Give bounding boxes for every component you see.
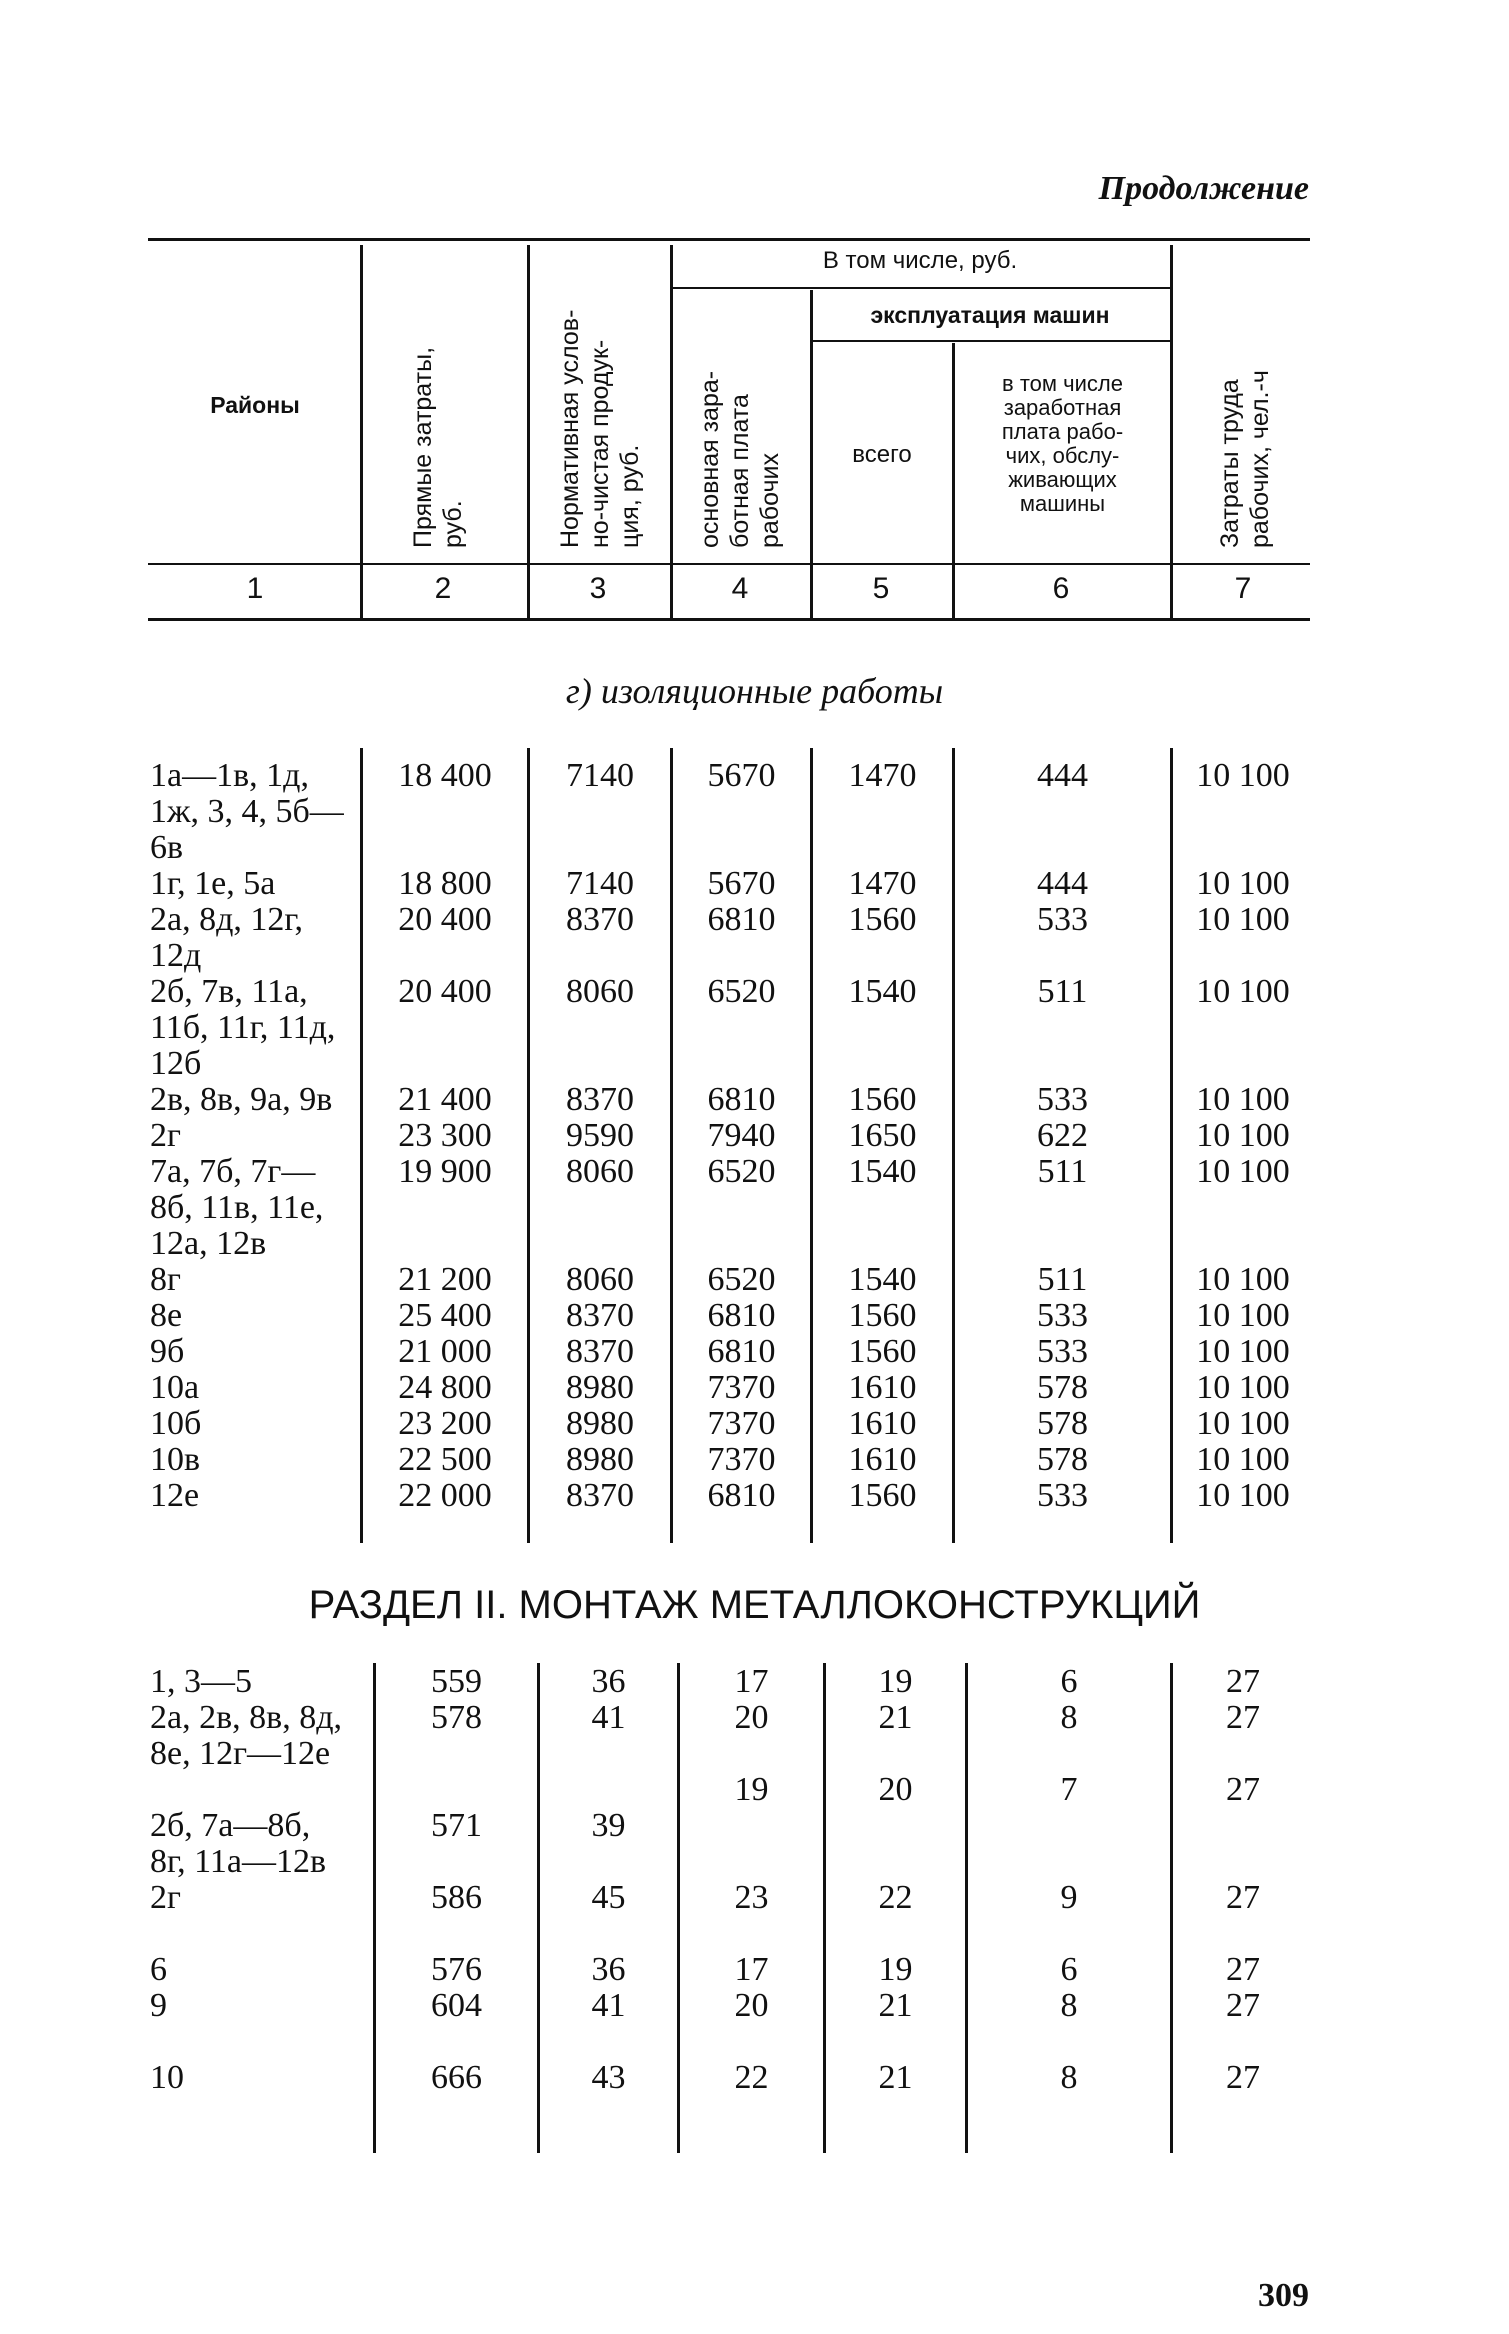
row-label [150,974,360,1082]
cell-machine-wage: 8 [1060,1987,1078,2024]
cell-base-wage: 6810 [707,1477,776,1514]
cell-net-product: 8980 [566,1405,634,1442]
colnum-5: 5 [872,572,890,605]
value-row [0,1700,1509,1736]
cell-labor: 27 [1226,1987,1260,2024]
cell-net-product: 41 [591,1987,626,2024]
cell-direct-costs: 576 [431,1951,482,1988]
row-label: 2а, 2в, 8в, 8д, [150,1699,342,1736]
row-label: 1, 3—5 [150,1663,252,1700]
cell-machines-total: 1540 [848,973,917,1010]
cell-machines-total: 21 [878,1987,913,2024]
cell-machine-wage: 622 [1037,1117,1088,1154]
cell-machines-total: 1540 [848,1153,917,1190]
cell-net-product: 36 [591,1663,626,1700]
colnum-3: 3 [589,572,607,605]
row-label [150,1118,360,1154]
colnum-2: 2 [434,572,452,605]
row-label [150,1370,360,1406]
cell-direct-costs: 578 [431,1699,482,1736]
cell-direct-costs: 571 [431,1807,482,1844]
row-label: 8е, 12г—12е [150,1735,331,1772]
row-label-line: 6в [150,829,184,866]
col1-header: Районы [210,392,300,418]
cell-direct-costs: 604 [431,1987,482,2024]
cell-base-wage: 6520 [707,973,776,1010]
cell-net-product: 8980 [566,1369,634,1406]
table-row [0,757,1509,866]
cell-direct-costs: 559 [431,1663,482,1700]
row-label: 9 [150,1987,167,2024]
row-label [150,1262,360,1298]
row-label: 8г, 11а—12в [150,1843,326,1880]
cell-labor: 10 100 [1196,1153,1290,1190]
cell-base-wage: 7370 [707,1405,776,1442]
cell-machine-wage: 511 [1037,973,1088,1010]
table-row [0,1406,1509,1442]
cell-net-product: 8370 [566,901,634,938]
row-label [150,1478,360,1514]
cell-direct-costs: 23 300 [398,1117,492,1154]
cell-labor: 27 [1226,1699,1260,1736]
col6-header-line2: заработная [1003,395,1122,420]
cell-machines-total: 1650 [848,1117,917,1154]
value-row [0,2060,1509,2096]
row-label [150,866,360,902]
cell-net-product: 43 [591,2059,626,2096]
cell-net-product: 36 [591,1951,626,1988]
cell-direct-costs: 20 400 [398,901,492,938]
cell-direct-costs: 22 500 [398,1441,492,1478]
cell-labor: 10 100 [1196,1261,1290,1298]
table-row [0,1298,1509,1334]
colnum-6: 6 [1052,572,1070,605]
col6-header-line6: машины [1019,491,1106,516]
section-2-title: РАЗДЕЛ II. МОНТАЖ МЕТАЛЛОКОНСТРУКЦИЙ [308,1583,1201,1627]
cell-net-product: 7140 [566,865,634,902]
row-label-line: 1ж, 3, 4, 5б— [150,793,344,830]
cell-base-wage: 17 [734,1663,769,1700]
cell-labor: 10 100 [1196,1441,1290,1478]
row-label [150,1442,360,1478]
header-bottom-rule [148,563,1310,565]
cell-labor: 10 100 [1196,1477,1290,1514]
colnum-7: 7 [1234,572,1252,605]
cell-labor: 27 [1226,1663,1260,1700]
cell-direct-costs: 18 800 [398,865,492,902]
cell-labor: 10 100 [1196,865,1290,902]
cell-labor: 27 [1226,1771,1260,1808]
cell-base-wage: 22 [734,2059,769,2096]
cell-net-product: 9590 [566,1117,634,1154]
cell-machine-wage: 578 [1037,1369,1088,1406]
row-label-line: 9б [150,1333,185,1370]
cell-base-wage: 6810 [707,1333,776,1370]
cell-machines-total: 1560 [848,901,917,938]
cell-direct-costs: 21 000 [398,1333,492,1370]
col3-header-line1: Нормативная услов- [556,309,584,548]
cell-direct-costs: 18 400 [398,757,492,794]
cell-base-wage: 5670 [707,757,776,794]
cell-direct-costs: 21 200 [398,1261,492,1298]
cell-net-product: 8060 [566,1261,634,1298]
cell-labor: 10 100 [1196,1369,1290,1406]
cell-direct-costs: 25 400 [398,1297,492,1334]
cell-net-product: 39 [591,1807,626,1844]
value-row [0,1988,1509,2024]
cell-base-wage: 7370 [707,1441,776,1478]
row-label-line: 8е [150,1297,183,1334]
section-g-title: г) изоляционные работы [565,671,944,711]
cell-direct-costs: 19 900 [398,1153,492,1190]
col7-header-line2: рабочих, чел.-ч [1246,370,1274,548]
cell-machines-total: 21 [878,2059,913,2096]
cell-machine-wage: 9 [1060,1879,1078,1916]
cell-labor: 10 100 [1196,757,1290,794]
cell-machine-wage: 6 [1060,1951,1078,1988]
cell-net-product: 8370 [566,1333,634,1370]
cell-base-wage: 19 [734,1771,769,1808]
cell-machines-total: 1470 [848,757,917,794]
cell-labor: 10 100 [1196,1297,1290,1334]
col6-header-line4: чих, обслу- [1005,443,1120,468]
cell-machine-wage: 6 [1060,1663,1078,1700]
table-row [0,1736,1509,1772]
cell-net-product: 8370 [566,1297,634,1334]
row-label [150,1154,360,1262]
cell-machines-total: 1560 [848,1333,917,1370]
cell-direct-costs: 20 400 [398,973,492,1010]
cell-machine-wage: 533 [1037,1081,1088,1118]
cell-direct-costs: 23 200 [398,1405,492,1442]
cell-machines-total: 1560 [848,1477,917,1514]
cell-machine-wage: 7 [1060,1771,1078,1808]
value-row [0,1808,1509,1844]
cell-net-product: 8060 [566,1153,634,1190]
col7-header-line1: Затраты труда [1216,379,1244,548]
subgroup-header: эксплуатация машин [870,302,1110,328]
table-row [0,973,1509,1082]
cell-machine-wage: 511 [1037,1261,1088,1298]
cell-machines-total: 19 [878,1951,913,1988]
cell-machines-total: 20 [878,1771,913,1808]
table-row [0,1478,1509,1514]
cell-direct-costs: 586 [431,1879,482,1916]
cell-direct-costs: 24 800 [398,1369,492,1406]
header-vline-3 [670,245,673,620]
subgroup-rule [810,340,1170,342]
row-label-line: 12б [150,1045,202,1082]
row-label [150,1298,360,1334]
col2-header-line2: руб. [439,500,467,548]
row-label: 2г [150,1879,181,1916]
row-label-line: 2а, 8д, 12г, [150,901,303,938]
cell-machine-wage: 444 [1037,757,1088,794]
cell-labor: 27 [1226,1879,1260,1916]
value-row [0,1952,1509,1988]
cell-labor: 27 [1226,1951,1260,1988]
row-label-line: 7а, 7б, 7г— [150,1153,316,1190]
row-label-line: 1а—1в, 1д, [150,757,309,794]
page-number: 309 [1258,2277,1309,2314]
table-row [0,901,1509,974]
cell-machine-wage: 8 [1060,2059,1078,2096]
cell-base-wage: 23 [734,1879,769,1916]
cell-machines-total: 1560 [848,1297,917,1334]
table-row [0,1442,1509,1478]
cell-machines-total: 1560 [848,1081,917,1118]
col2-header [408,347,468,548]
row-label-line: 8б, 11в, 11е, [150,1189,324,1226]
cell-net-product: 8370 [566,1477,634,1514]
col3-header-line3: ция, руб. [616,444,644,548]
row-label-line: 12е [150,1477,200,1514]
row-label [150,1082,360,1118]
cell-base-wage: 6810 [707,1297,776,1334]
row-label [150,1334,360,1370]
row-label-line: 1г, 1е, 5а [150,865,276,902]
group-header: В том числе, руб. [822,247,1018,274]
col6-header-line1: в том числе [1002,371,1123,396]
cell-direct-costs: 21 400 [398,1081,492,1118]
table-row [0,1334,1509,1370]
row-label-line: 12а, 12в [150,1225,267,1262]
cell-base-wage: 17 [734,1951,769,1988]
colnum-bottom-rule [148,618,1310,621]
cell-base-wage: 6520 [707,1153,776,1190]
colnum-4: 4 [731,572,749,605]
table-row [0,1370,1509,1406]
cell-machine-wage: 444 [1037,865,1088,902]
row-label [150,1406,360,1442]
group-rule [670,287,1170,289]
table-row [0,1153,1509,1262]
value-row [0,1880,1509,1916]
cell-machines-total: 1610 [848,1405,917,1442]
cell-machine-wage: 533 [1037,901,1088,938]
header-top-rule [148,238,1310,241]
col7-header [1215,370,1275,548]
cell-direct-costs: 22 000 [398,1477,492,1514]
col3-header [555,310,645,548]
cell-labor: 10 100 [1196,973,1290,1010]
cell-labor: 10 100 [1196,1405,1290,1442]
cell-machines-total: 1540 [848,1261,917,1298]
table-row [0,1262,1509,1298]
cell-machines-total: 1610 [848,1369,917,1406]
row-label [150,902,360,974]
colnum-1: 1 [246,572,264,605]
cell-net-product: 41 [591,1699,626,1736]
cell-machines-total: 21 [878,1699,913,1736]
value-row [0,1664,1509,1700]
row-label: 2б, 7а—8б, [150,1807,311,1844]
row-label-line: 2в, 8в, 9а, 9в [150,1081,333,1118]
col4-header-line2: ботная плата [726,394,754,548]
cell-net-product: 7140 [566,757,634,794]
col6-header-line3: плата рабо- [1001,419,1124,444]
cell-machine-wage: 578 [1037,1405,1088,1442]
col3-header-line2: но-чистая продук- [586,339,614,548]
row-label: 10 [150,2059,184,2096]
cell-labor: 10 100 [1196,1081,1290,1118]
cell-base-wage: 6810 [707,901,776,938]
header-vline-6 [1170,245,1173,620]
cell-base-wage: 6520 [707,1261,776,1298]
row-label-line: 2б, 7в, 11а, [150,973,308,1010]
cell-base-wage: 20 [734,1987,769,2024]
row-label-line: 12д [150,937,202,974]
cell-base-wage: 20 [734,1699,769,1736]
row-label-line: 8г [150,1261,181,1298]
cell-machines-total: 22 [878,1879,913,1916]
table-row [0,1844,1509,1880]
cell-net-product: 8060 [566,973,634,1010]
row-label-line: 10в [150,1441,201,1478]
cell-direct-costs: 666 [431,2059,482,2096]
cell-labor: 10 100 [1196,901,1290,938]
col4-header-line1: основная зара- [696,370,724,548]
cell-machines-total: 1610 [848,1441,917,1478]
row-label-line: 10б [150,1405,202,1442]
row-label-line: 10а [150,1369,200,1406]
col2-header-line1: Прямые затраты, [409,346,437,548]
header-vline-1 [360,245,363,620]
cell-net-product: 8980 [566,1441,634,1478]
value-row [0,1772,1509,1808]
cell-machine-wage: 578 [1037,1441,1088,1478]
row-label-line: 2г [150,1117,181,1154]
row-label: 6 [150,1951,167,1988]
cell-machines-total: 19 [878,1663,913,1700]
cell-base-wage: 6810 [707,1081,776,1118]
col5-header: всего [852,441,912,468]
table-row [0,866,1509,902]
col4-header [695,371,785,548]
cell-machines-total: 1470 [848,865,917,902]
col6-header-line5: живающих [1008,467,1117,492]
cell-base-wage: 7370 [707,1369,776,1406]
cell-base-wage: 7940 [707,1117,776,1154]
cell-net-product: 45 [591,1879,626,1916]
cell-labor: 10 100 [1196,1333,1290,1370]
cell-machine-wage: 8 [1060,1699,1078,1736]
cell-machine-wage: 533 [1037,1297,1088,1334]
cell-net-product: 8370 [566,1081,634,1118]
row-label [150,758,360,866]
col4-header-line3: рабочих [756,453,784,548]
row-label-line: 11б, 11г, 11д, [150,1009,336,1046]
continuation-label: Продолжение [1098,170,1309,207]
header-vline-2 [527,245,530,620]
table-row [0,1082,1509,1118]
cell-machine-wage: 511 [1037,1153,1088,1190]
cell-labor: 10 100 [1196,1117,1290,1154]
cell-base-wage: 5670 [707,865,776,902]
table-row [0,1118,1509,1154]
cell-machine-wage: 533 [1037,1333,1088,1370]
cell-labor: 27 [1226,2059,1260,2096]
col6-header [955,372,1170,516]
cell-machine-wage: 533 [1037,1477,1088,1514]
